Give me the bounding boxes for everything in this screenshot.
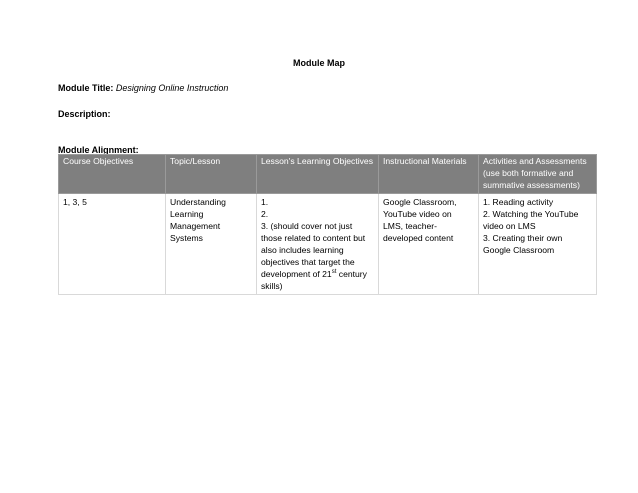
header-line: Activities and Assessments xyxy=(483,156,587,166)
page-title: Module Map xyxy=(293,58,345,68)
header-line: (use both formative and xyxy=(483,168,574,178)
cell-line: objectives that target the xyxy=(261,257,355,267)
cell-line: skills) xyxy=(261,281,283,291)
cell-line: LMS, teacher- xyxy=(383,221,437,231)
cell-learning-objectives xyxy=(257,194,379,295)
cell-line: 2. Watching the YouTube xyxy=(483,209,579,219)
cell-line: Learning xyxy=(170,209,204,219)
cell-line: Management xyxy=(170,221,221,231)
header-line: Topic/Lesson xyxy=(170,156,221,166)
header-line: Course Objectives xyxy=(63,156,134,166)
module-title-label: Module Title: xyxy=(58,83,114,93)
header-line: Instructional Materials xyxy=(383,156,467,166)
cell-line: also includes learning xyxy=(261,245,344,255)
header-learning-objectives xyxy=(257,155,379,194)
cell-line: Systems xyxy=(170,233,203,243)
table-header-row xyxy=(59,155,597,194)
cell-line: developed content xyxy=(383,233,454,243)
header-line: Lesson's Learning Objectives xyxy=(261,156,373,166)
cell-line: 3. Creating their own xyxy=(483,233,563,243)
description-label: Description: xyxy=(58,109,111,119)
cell-line: those related to content but xyxy=(261,233,366,243)
cell-line: Understanding xyxy=(170,197,226,207)
cell-line: 2. xyxy=(261,209,269,219)
table-row xyxy=(59,194,597,295)
cell-line: 1. xyxy=(261,197,269,207)
header-instructional-materials xyxy=(379,155,479,194)
header-line: summative assessments) xyxy=(483,180,580,190)
dev-prefix: development of 21 xyxy=(261,269,332,279)
cell-line: YouTube video on xyxy=(383,209,452,219)
header-activities-assessments xyxy=(479,155,597,194)
module-alignment-table xyxy=(58,154,597,295)
dev-suffix: century xyxy=(336,269,367,279)
cell-activities-assessments xyxy=(479,194,597,295)
cell-line: 1. Reading activity xyxy=(483,197,554,207)
module-alignment-label: Module Alignment: xyxy=(58,145,139,155)
cell-line: video on LMS xyxy=(483,221,536,231)
module-title-line xyxy=(58,83,228,93)
cell-line: Google Classroom, xyxy=(383,197,457,207)
cell-line: Google Classroom xyxy=(483,245,555,255)
cell-line-21st-century xyxy=(261,268,374,280)
header-topic-lesson xyxy=(166,155,257,194)
dev-superscript: st xyxy=(331,269,337,276)
cell-instructional-materials xyxy=(379,194,479,295)
header-course-objectives xyxy=(59,155,166,194)
cell-topic xyxy=(166,194,257,295)
cell-line: 1, 3, 5 xyxy=(63,197,87,207)
cell-course-objectives xyxy=(59,194,166,295)
module-title-value: Designing Online Instruction xyxy=(115,83,229,93)
cell-line: 3. (should cover not just xyxy=(261,221,353,231)
